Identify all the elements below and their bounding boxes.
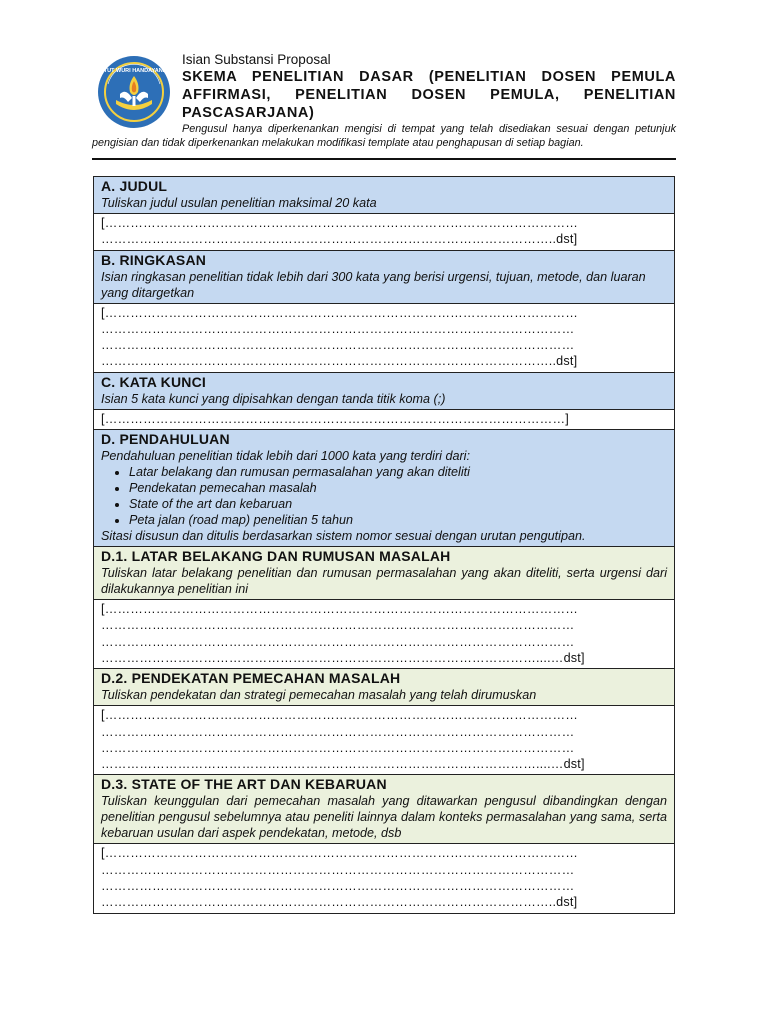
section-pendekatan-input[interactable]: [93, 705, 675, 774]
section-title: B. RINGKASAN: [101, 251, 207, 268]
fill-line: …………………………………………………………………………………………………: [101, 338, 575, 353]
section-instruction: Pendahuluan penelitian tidak lebih dari 1000 kata yang terdiri dari:: [101, 449, 470, 464]
section-instruction: Tuliskan pendekatan dan strategi pemecahan masalah yang telah dirumuskan: [101, 688, 537, 703]
section-judul-header: [93, 176, 675, 213]
instruction-note: Pengusul hanya diperkenankan mengisi di tempat yang telah disediakan sesuai dengan petunjuk pengisian dan tidak diperkenankan melakukan modifikasi template atau penghapusan di setiap bagian.: [92, 123, 676, 149]
section-title: D. PENDAHULUAN: [101, 431, 230, 448]
section-state-of-the-art-input[interactable]: [93, 843, 675, 913]
section-pendahuluan-header: [93, 429, 675, 546]
section-latar-belakang-header: [93, 546, 675, 599]
pendahuluan-list: [101, 464, 667, 528]
document-title: SKEMA PENELITIAN DASAR (PENELITIAN DOSEN PEMULA AFFIRMASI, PENELITIAN DOSEN PEMULA, PENELITIAN PASCASARJANA): [182, 69, 676, 121]
fill-line: […………………………………………………………………………………………………: [101, 216, 579, 230]
fill-line: ……………………………………………………………………………………………..dst]: [101, 354, 578, 369]
fill-line: …………………………………………………………………………………………………: [101, 618, 575, 633]
section-kata-kunci-header: [93, 372, 675, 409]
document-header: [92, 50, 676, 160]
section-instruction: Tuliskan latar belakang penelitian dan rumusan permasalahan yang akan diteliti, serta urgensi dari dilakukannya penelitian ini: [101, 566, 667, 597]
fill-line: [………………………………………………………………………………………………]: [101, 411, 569, 426]
section-instruction: Isian 5 kata kunci yang dipisahkan dengan tanda titik koma (;): [101, 391, 446, 406]
fill-line: …………………………………………………………………………………………………: [101, 634, 575, 649]
list-item: • Pendekatan pemecahan masalah: [129, 480, 667, 496]
section-instruction: Tuliskan judul usulan penelitian maksimal 20 kata: [101, 196, 377, 210]
section-instruction: Isian ringkasan penelitian tidak lebih dari 300 kata yang berisi urgensi, tujuan, metode, dan luaran yang ditargetkan: [101, 269, 646, 300]
document-kicker: Isian Substansi Proposal: [182, 52, 331, 67]
section-title: C. KATA KUNCI: [101, 373, 206, 390]
section-ringkasan-input[interactable]: [93, 303, 675, 372]
section-ringkasan-header: [93, 250, 675, 303]
svg-text:TUT WURI HANDAYANI: TUT WURI HANDAYANI: [103, 68, 165, 74]
section-footnote: Sitasi disusun dan ditulis berdasarkan sistem nomor sesuai dengan urutan pengutipan.: [101, 529, 586, 544]
proposal-form: [93, 176, 675, 914]
fill-line: ……………………………………………………………………………………………..dst]: [101, 895, 578, 910]
fill-line: …………………………………………………………………………………………………: [101, 321, 575, 336]
section-title: D.3. STATE OF THE ART DAN KEBARUAN: [101, 776, 387, 793]
section-kata-kunci-input[interactable]: [93, 409, 675, 429]
section-title: A. JUDUL: [101, 178, 168, 194]
fill-line: …………………………………………………………………………………………....…dst]: [101, 650, 585, 665]
section-instruction: Tuliskan keunggulan dari pemecahan masalah yang ditawarkan pengusul dibandingkan dengan penelitian pengusul sebelumnya atau peneliti lainnya dalam konteks permasalahan yang sama, serta kebaruan usulan dari aspek pendekatan, metode, dsb: [101, 794, 667, 841]
section-title: D.2. PENDEKATAN PEMECAHAN MASALAH: [101, 670, 401, 687]
list-item: • Latar belakang dan rumusan permasalahan yang akan diteliti: [129, 464, 667, 480]
fill-line: […………………………………………………………………………………………………: [101, 305, 579, 320]
fill-line: […………………………………………………………………………………………………: [101, 846, 579, 861]
fill-line: […………………………………………………………………………………………………: [101, 602, 579, 617]
tut-wuri-handayani-logo: [94, 54, 174, 130]
list-item: • Peta jalan (road map) penelitian 5 tahun: [129, 512, 667, 528]
fill-line: …………………………………………………………………………………………………: [101, 862, 575, 877]
list-item: • State of the art dan kebaruan: [129, 496, 667, 512]
fill-line: …………………………………………………………………………………………....…dst]: [101, 757, 585, 772]
fill-line: ……………………………………………………………………………………………..dst]: [101, 232, 578, 247]
section-pendekatan-header: [93, 668, 675, 705]
section-latar-belakang-input[interactable]: [93, 599, 675, 668]
section-judul-input[interactable]: [93, 213, 675, 250]
fill-line: […………………………………………………………………………………………………: [101, 708, 579, 723]
fill-line: …………………………………………………………………………………………………: [101, 724, 575, 739]
section-title: D.1. LATAR BELAKANG DAN RUMUSAN MASALAH: [101, 548, 451, 565]
section-state-of-the-art-header: [93, 774, 675, 843]
fill-line: …………………………………………………………………………………………………: [101, 740, 575, 755]
header-divider: [92, 158, 676, 160]
fill-line: …………………………………………………………………………………………………: [101, 879, 575, 894]
